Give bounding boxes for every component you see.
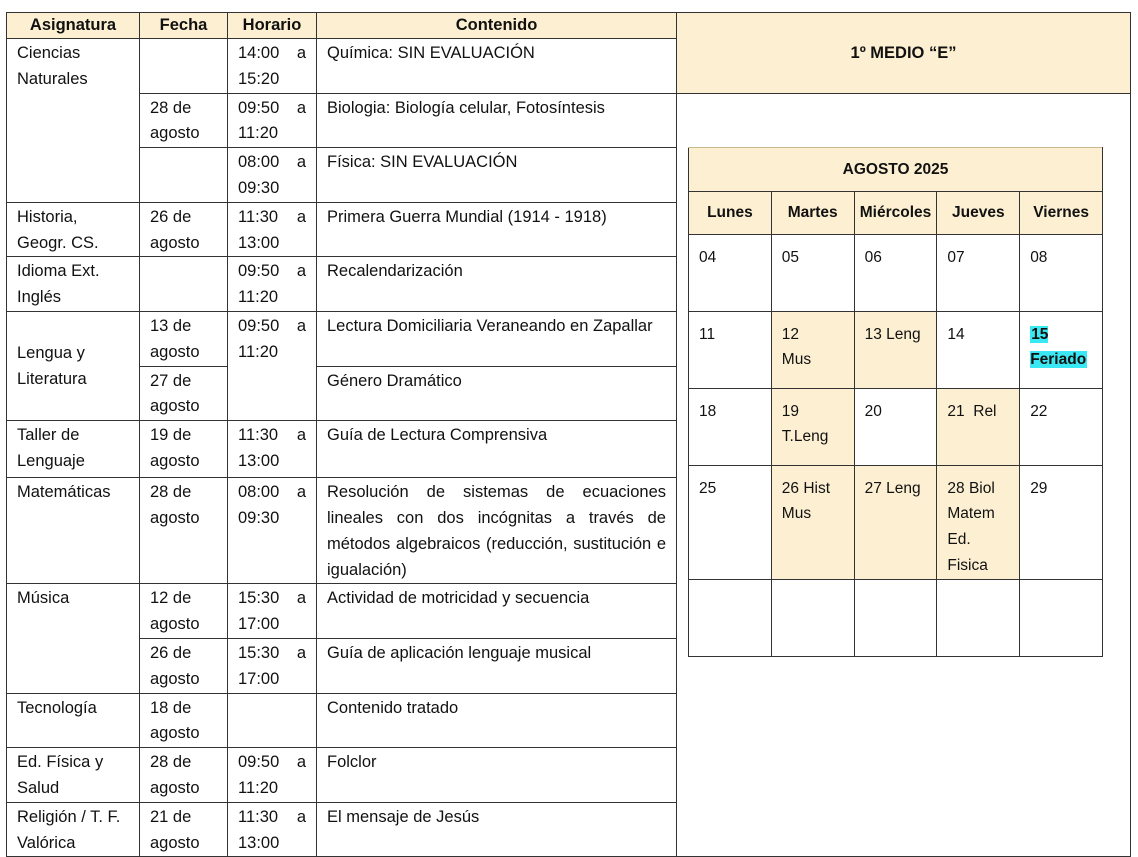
- subject-cell: Lengua y Literatura: [7, 311, 140, 420]
- time-cell: 09:50 a 11:20: [228, 257, 317, 312]
- header-asignatura: Asignatura: [7, 13, 140, 39]
- date-cell: [140, 148, 228, 203]
- holiday-label: 15 Feriado: [1030, 325, 1087, 369]
- time-cell: 08:00 a 09:30: [228, 478, 317, 584]
- date-cell: 28 de agosto: [140, 748, 228, 803]
- calendar-day-event: 21 Rel: [937, 388, 1020, 465]
- calendar-day-event: 27 Leng: [854, 465, 937, 579]
- calendar-day: [689, 579, 772, 656]
- content-cell: Lectura Domiciliaria Veraneando en Zapallar: [317, 311, 677, 366]
- subject-cell: Ciencias Naturales: [7, 39, 140, 203]
- time-cell: 09:50 a 11:20: [228, 311, 317, 420]
- time-cell: 15:30 a 17:00: [228, 638, 317, 693]
- subject-cell: Matemáticas: [7, 478, 140, 584]
- content-cell: Física: SIN EVALUACIÓN: [317, 148, 677, 203]
- subject-cell: Religión / T. F. Valórica: [7, 802, 140, 857]
- content-cell: Recalendarización: [317, 257, 677, 312]
- calendar-day: 14: [937, 311, 1020, 388]
- time-cell: 09:50 a 11:20: [228, 748, 317, 803]
- date-cell: [140, 39, 228, 94]
- date-cell: 12 de agosto: [140, 584, 228, 639]
- calendar-week: [689, 234, 1103, 311]
- calendar-day: 08: [1020, 234, 1103, 311]
- calendar-day-event: 28 Biol Matem Ed. Fisica: [937, 465, 1020, 579]
- august-calendar: [688, 147, 1103, 657]
- date-cell: 21 de agosto: [140, 802, 228, 857]
- course-title: 1º MEDIO “E”: [677, 13, 1131, 94]
- date-cell: 28 de agosto: [140, 478, 228, 584]
- calendar-day-event: 13 Leng: [854, 311, 937, 388]
- time-cell: 15:30 a 17:00: [228, 584, 317, 639]
- calendar-day: 06: [854, 234, 937, 311]
- time-cell: 08:00 a 09:30: [228, 148, 317, 203]
- content-cell: Primera Guerra Mundial (1914 - 1918): [317, 202, 677, 257]
- date-cell: 26 de agosto: [140, 202, 228, 257]
- content-cell: Folclor: [317, 748, 677, 803]
- schedule-document: [6, 12, 1130, 852]
- date-cell: 19 de agosto: [140, 421, 228, 478]
- time-cell: 11:30 a 13:00: [228, 421, 317, 478]
- calendar-day: 11: [689, 311, 772, 388]
- calendar-week: [689, 465, 1103, 579]
- date-cell: [140, 257, 228, 312]
- content-cell: Química: SIN EVALUACIÓN: [317, 39, 677, 94]
- date-cell: 26 de agosto: [140, 638, 228, 693]
- calendar-day: 29: [1020, 465, 1103, 579]
- calendar-day: [771, 579, 854, 656]
- time-cell: 11:30 a 13:00: [228, 802, 317, 857]
- calendar-day: 18: [689, 388, 772, 465]
- subject-cell: Tecnología: [7, 693, 140, 748]
- calendar-day-event: 12 Mus: [771, 311, 854, 388]
- calendar-day-event: 26 Hist Mus: [771, 465, 854, 579]
- content-cell: Guía de Lectura Comprensiva: [317, 421, 677, 478]
- header-contenido: Contenido: [317, 13, 677, 39]
- evaluation-table: [6, 12, 1131, 857]
- calendar-week: [689, 579, 1103, 656]
- calendar-day: [1020, 579, 1103, 656]
- calendar-day: 22: [1020, 388, 1103, 465]
- calendar-day: [937, 579, 1020, 656]
- content-cell: Contenido tratado: [317, 693, 677, 748]
- calendar-week: [689, 311, 1103, 388]
- header-fecha: Fecha: [140, 13, 228, 39]
- subject-cell: Idioma Ext. Inglés: [7, 257, 140, 312]
- calendar-title: AGOSTO 2025: [689, 147, 1103, 191]
- time-cell: 09:50 a 11:20: [228, 93, 317, 148]
- day-header-viernes: Viernes: [1020, 191, 1103, 234]
- content-cell: Actividad de motricidad y secuencia: [317, 584, 677, 639]
- time-cell: [228, 693, 317, 748]
- content-cell: El mensaje de Jesús: [317, 802, 677, 857]
- content-cell: Género Dramático: [317, 366, 677, 421]
- content-cell: Guía de aplicación lenguaje musical: [317, 638, 677, 693]
- date-cell: 13 de agosto: [140, 311, 228, 366]
- header-horario: Horario: [228, 13, 317, 39]
- subject-cell: Ed. Física y Salud: [7, 748, 140, 803]
- day-header-lunes: Lunes: [689, 191, 772, 234]
- content-cell: Resolución de sistemas de ecuaciones lineales con dos incógnitas a través de métodos algebraicos (reducción, sustitución e igualación): [317, 478, 677, 584]
- subject-cell: Taller de Lenguaje: [7, 421, 140, 478]
- calendar-day: 04: [689, 234, 772, 311]
- subject-cell: Historia, Geogr. CS.: [7, 202, 140, 257]
- day-header-jueves: Jueves: [937, 191, 1020, 234]
- day-header-martes: Martes: [771, 191, 854, 234]
- table-row: [7, 93, 1131, 148]
- date-cell: 18 de agosto: [140, 693, 228, 748]
- calendar-day-holiday: [1020, 311, 1103, 388]
- time-cell: 14:00 a 15:20: [228, 39, 317, 94]
- day-header-miercoles: Miércoles: [854, 191, 937, 234]
- calendar-day: [854, 579, 937, 656]
- content-cell: Biologia: Biología celular, Fotosíntesis: [317, 93, 677, 148]
- calendar-day: 07: [937, 234, 1020, 311]
- time-cell: 11:30 a 13:00: [228, 202, 317, 257]
- calendar-day-event: 19 T.Leng: [771, 388, 854, 465]
- subject-cell: Música: [7, 584, 140, 693]
- calendar-day: 05: [771, 234, 854, 311]
- calendar-day: 20: [854, 388, 937, 465]
- calendar-area: [677, 93, 1131, 857]
- date-cell: 28 de agosto: [140, 93, 228, 148]
- calendar-week: [689, 388, 1103, 465]
- calendar-day: 25: [689, 465, 772, 579]
- date-cell: 27 de agosto: [140, 366, 228, 421]
